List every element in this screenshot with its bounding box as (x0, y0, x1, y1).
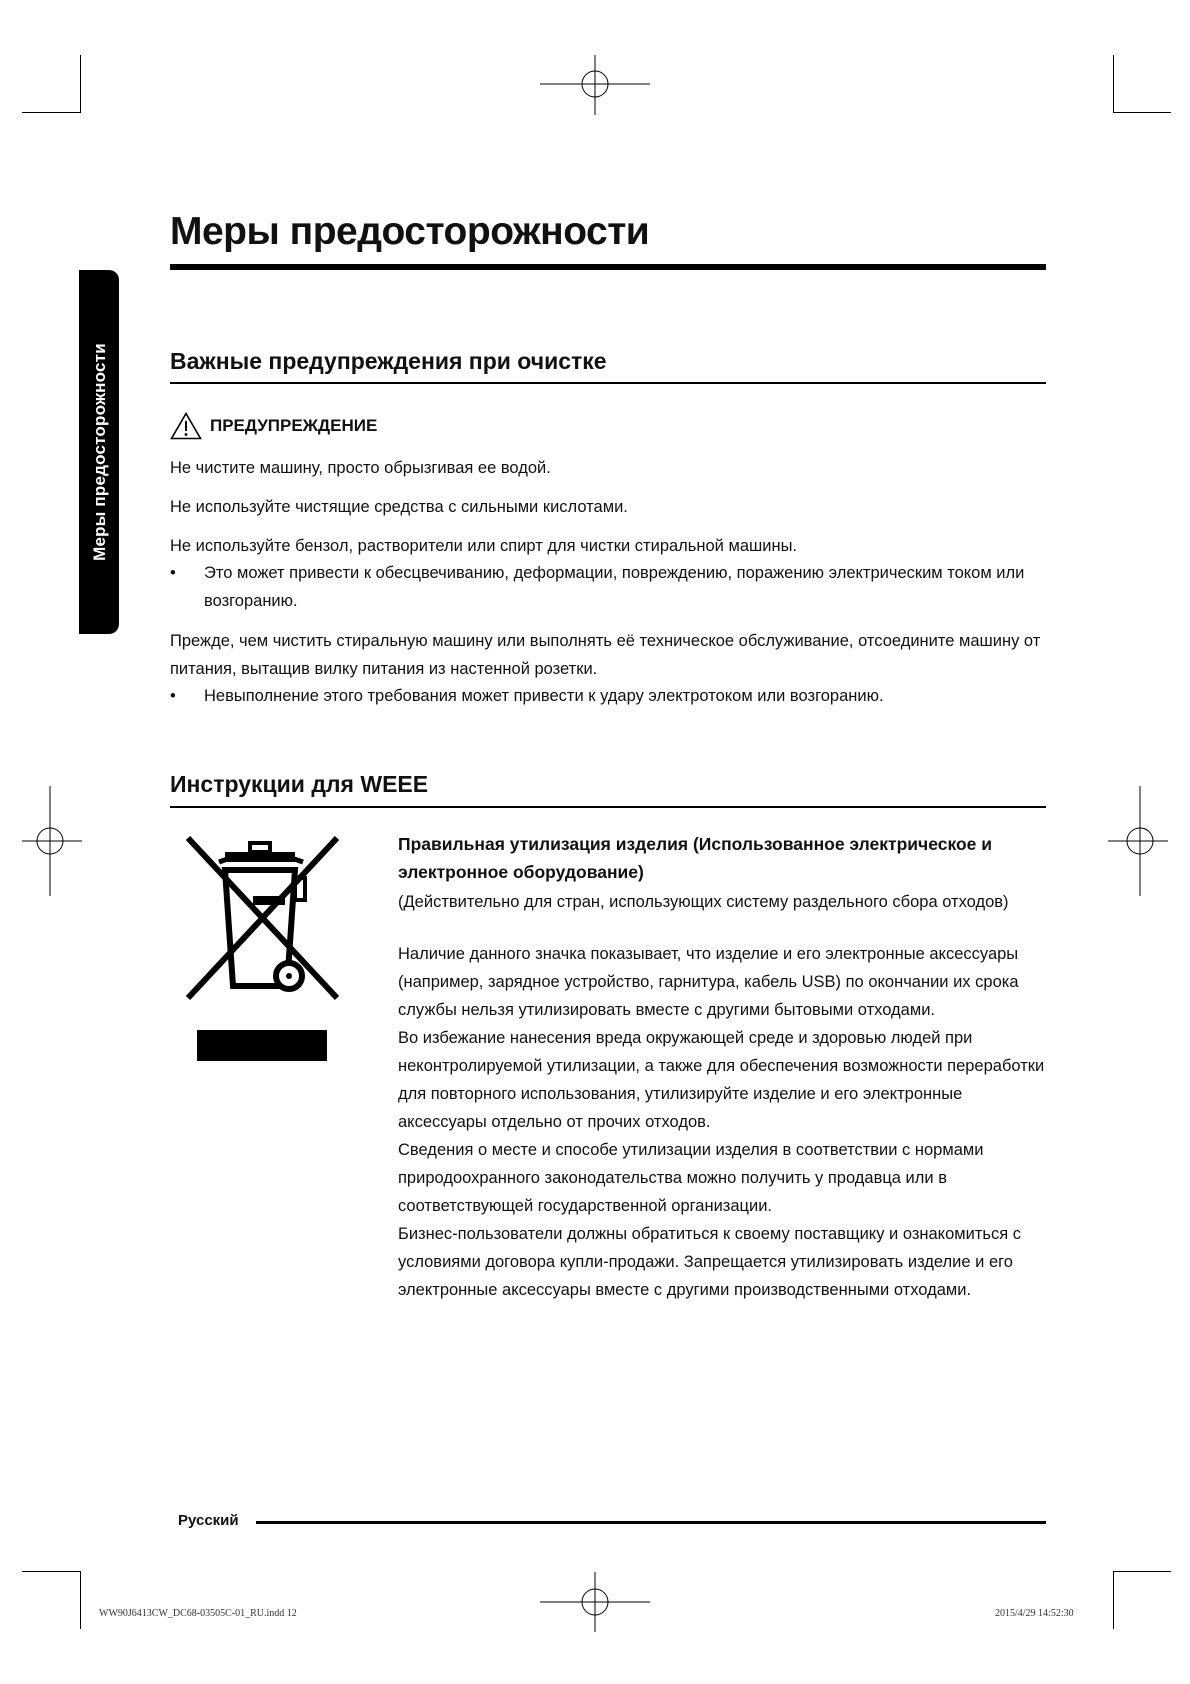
section-heading-cleaning: Важные предупреждения при очистке (170, 348, 607, 374)
section-rule (170, 806, 1046, 808)
crop-mark (80, 55, 81, 113)
cleaning-bullet (170, 559, 1050, 615)
weee-body-paragraph: Во избежание нанесения вреда окружающей среде и здоровью людей при неконтролируемой утилизации, а также для обеспечения возможности переработки для повторного использования, утилизируйте изделие и его электронные аксессуары отдельно от прочих отходов. (398, 1029, 1045, 1131)
section-rule (170, 382, 1046, 384)
registration-mark-left (22, 786, 82, 896)
print-timestamp: 2015/4/29 14:52:30 (995, 1608, 1074, 1619)
bullet-text: Невыполнение этого требования может привести к удару электротоком или возгоранию. (204, 687, 884, 705)
side-tab-label: Меры предосторожности (90, 343, 109, 561)
cleaning-item: Не чистите машину, просто обрызгивая ее водой. (170, 459, 551, 477)
warning-block (170, 412, 377, 440)
section-heading-weee: Инструкции для WEEE (170, 771, 429, 797)
crop-mark (1113, 112, 1171, 113)
weee-body-paragraph: Наличие данного значка показывает, что изделие и его электронные аксессуары (например, зарядное устройство, гарнитура, кабель USB) по окончании их срока службы нельзя утилизировать вместе с другими бытовыми отходами. (398, 945, 1019, 1019)
weee-applicability: (Действительно для стран, использующих систему раздельного сбора отходов) (398, 893, 1009, 911)
cleaning-item: Не используйте чистящие средства с сильными кислотами. (170, 498, 628, 516)
cleaning-bullet (170, 682, 1050, 710)
cleaning-paragraph: Прежде, чем чистить стиральную машину или выполнять её техническое обслуживание, отсоедините машину от питания, вытащив вилку питания из настенной розетки. (170, 632, 1041, 678)
bullet-dot: • (170, 564, 176, 582)
weee-subheading: Правильная утилизация изделия (Использованное электрическое и электронное оборудование) (398, 834, 993, 882)
registration-mark-top (540, 55, 650, 115)
footer-language: Русский (178, 1512, 239, 1529)
title-rule (170, 264, 1046, 270)
crop-mark (22, 1571, 80, 1572)
page-title: Меры предосторожности (170, 210, 650, 253)
warning-label: ПРЕДУПРЕЖДЕНИЕ (210, 416, 378, 435)
bullet-dot: • (170, 687, 176, 705)
crossed-out-wheelie-bin-icon (185, 828, 345, 1058)
crop-mark (22, 112, 80, 113)
registration-mark-right (1108, 786, 1168, 896)
cleaning-item: Не используйте бензол, растворители или спирт для чистки стиральной машины. (170, 537, 798, 555)
footer-rule (256, 1521, 1046, 1524)
crop-mark (1113, 1571, 1114, 1629)
bullet-text: Это может привести к обесцвечиванию, деформации, повреждению, поражению электрическим током или возгоранию. (204, 564, 1025, 610)
weee-body-paragraph: Сведения о месте и способе утилизации изделия в соответствии с нормами природоохранного законодательства можно получить у продавца или в соответствующей государственной организации. (398, 1141, 984, 1215)
weee-black-bar (197, 1030, 327, 1061)
registration-mark-bottom (540, 1572, 650, 1632)
warning-triangle-icon (170, 412, 202, 440)
crop-mark (1113, 55, 1114, 113)
weee-body-paragraph: Бизнес-пользователи должны обратиться к своему поставщику и ознакомиться с условиями договора купли-продажи. Запрещается утилизировать изделие и его электронные аксессуары вместе с другими производственными отходами. (398, 1225, 1021, 1299)
print-file-info: WW90J6413CW_DC68-03505C-01_RU.indd 12 (99, 1608, 297, 1619)
crop-mark (80, 1571, 81, 1629)
crop-mark (1113, 1571, 1171, 1572)
